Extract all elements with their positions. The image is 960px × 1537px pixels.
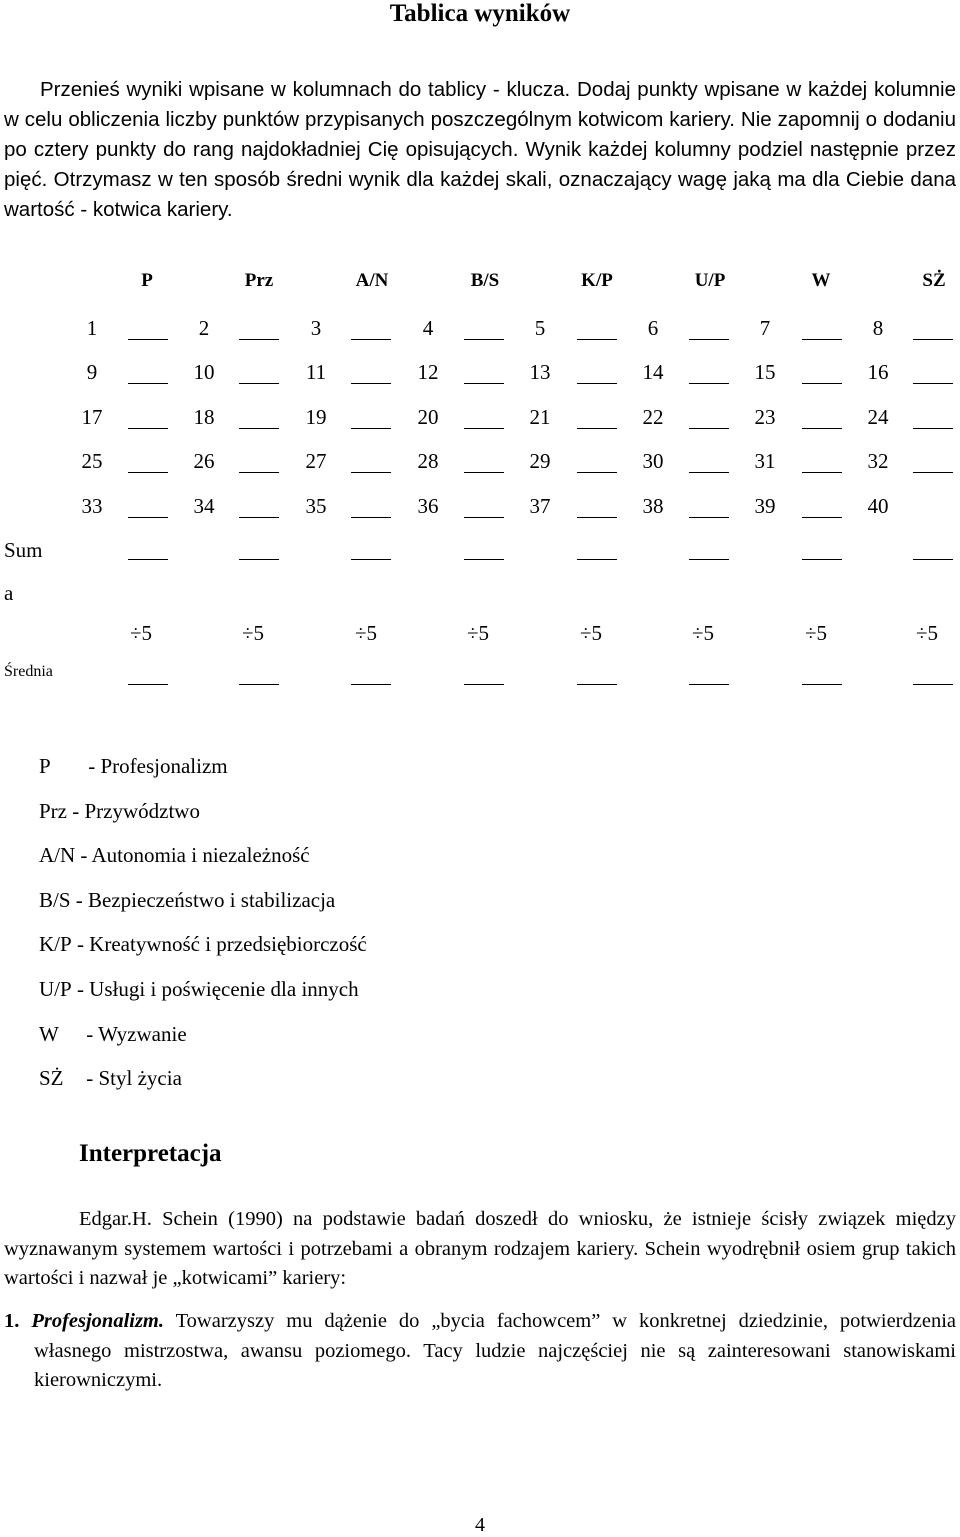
answer-blank[interactable]	[464, 383, 504, 384]
item-number: 13	[529, 360, 551, 384]
sum-label: Sum	[4, 538, 43, 562]
answer-blank[interactable]	[802, 339, 842, 340]
item-number: 28	[417, 449, 439, 473]
answer-blank[interactable]	[239, 472, 279, 473]
answer-blank[interactable]	[239, 339, 279, 340]
item-number: 26	[193, 449, 215, 473]
item-number: 22	[642, 405, 664, 429]
item-number: 3	[310, 316, 322, 340]
item-number: 36	[417, 494, 439, 518]
column-header: U/P	[694, 270, 726, 291]
column-header: P	[141, 270, 153, 291]
answer-blank[interactable]	[239, 383, 279, 384]
answer-blank[interactable]	[689, 383, 729, 384]
page-number: 4	[475, 1514, 485, 1536]
item-number: 11	[305, 360, 327, 384]
item-number: 39	[754, 494, 776, 518]
legend-description: - Przywództwo	[72, 798, 200, 823]
item-number: 30	[642, 449, 664, 473]
sum-label-continued: a	[4, 581, 14, 605]
sum-blank[interactable]	[464, 559, 504, 560]
item-number: 24	[867, 405, 889, 429]
legend-description: - Bezpieczeństwo i stabilizacja	[75, 887, 336, 912]
item-number: 7	[759, 316, 771, 340]
item-number: 33	[81, 494, 103, 518]
answer-blank[interactable]	[913, 339, 953, 340]
legend-item	[39, 888, 335, 913]
answer-blank[interactable]	[128, 428, 168, 429]
item-number: 9	[86, 360, 98, 384]
item-number: 38	[642, 494, 664, 518]
column-header: K/P	[581, 270, 613, 291]
interpretation-heading: Interpretacja	[79, 1140, 222, 1167]
item-number: 19	[305, 405, 327, 429]
answer-blank[interactable]	[351, 339, 391, 340]
legend-description: - Wyzwanie	[86, 1021, 187, 1046]
answer-blank[interactable]	[464, 517, 504, 518]
answer-blank[interactable]	[577, 339, 617, 340]
answer-blank[interactable]	[351, 517, 391, 518]
answer-blank[interactable]	[689, 428, 729, 429]
divide-by-five: ÷5	[467, 621, 490, 645]
answer-blank[interactable]	[689, 472, 729, 473]
item-number: 21	[529, 405, 551, 429]
answer-blank[interactable]	[802, 517, 842, 518]
legend-abbr: P	[39, 754, 51, 778]
answer-blank[interactable]	[689, 517, 729, 518]
point-text: Towarzyszy mu dążenie do „bycia fachowcem” w konkretnej dziedzinie, potwierdzenia własnego mistrzostwa, awansu poziomego. Tacy ludzie najczęściej nie są zainteresowani stanowiskami kierowniczymi.	[34, 1310, 956, 1391]
item-number: 17	[81, 405, 103, 429]
answer-blank[interactable]	[577, 428, 617, 429]
answer-blank[interactable]	[128, 339, 168, 340]
answer-blank[interactable]	[802, 472, 842, 473]
divide-by-five: ÷5	[580, 621, 603, 645]
item-number: 2	[198, 316, 210, 340]
sum-blank[interactable]	[128, 559, 168, 560]
answer-blank[interactable]	[577, 517, 617, 518]
legend-abbr: B/S	[39, 887, 71, 912]
item-number: 5	[534, 316, 546, 340]
intro-text: Przenieś wyniki wpisane w kolumnach do tablicy - klucza. Dodaj punkty wpisane w każdej kolumnie w celu obliczenia liczby punktów przypisanych poszczególnym kotwicom kariery. Nie zapomnij o dodaniu po cztery punkty do rang najdokładniej Cię opisujących. Wynik każdej kolumny podziel następnie przez pięć. Otrzymasz w ten sposób średni wynik dla każdej skali, oznaczający wagę jaką ma dla Ciebie dana wartość - kotwica kariery.	[4, 78, 956, 221]
item-number: 32	[867, 449, 889, 473]
column-header: B/S	[470, 270, 500, 291]
item-number: 4	[422, 316, 434, 340]
legend-abbr: W	[39, 1021, 59, 1046]
point-profesjonalizm	[4, 1307, 956, 1396]
item-number: 12	[417, 360, 439, 384]
item-number: 6	[647, 316, 659, 340]
answer-blank[interactable]	[128, 472, 168, 473]
answer-blank[interactable]	[464, 428, 504, 429]
answer-blank[interactable]	[128, 383, 168, 384]
answer-blank[interactable]	[239, 428, 279, 429]
legend-item	[39, 977, 359, 1002]
column-header: SŻ	[922, 270, 946, 291]
answer-blank[interactable]	[802, 428, 842, 429]
item-number: 40	[867, 494, 889, 518]
item-number: 37	[529, 494, 551, 518]
legend-abbr: K/P	[39, 932, 72, 957]
item-number: 35	[305, 494, 327, 518]
sum-blank[interactable]	[577, 559, 617, 560]
legend-item	[39, 932, 367, 957]
intro-paragraph	[4, 75, 956, 225]
item-number: 16	[867, 360, 889, 384]
legend-description: - Profesjonalizm	[88, 754, 228, 778]
legend-item	[39, 754, 228, 779]
sum-blank[interactable]	[689, 559, 729, 560]
answer-blank[interactable]	[464, 339, 504, 340]
legend-description: - Autonomia i niezależność	[80, 843, 310, 868]
answer-blank[interactable]	[577, 472, 617, 473]
average-blank[interactable]	[689, 684, 729, 685]
item-number: 31	[754, 449, 776, 473]
divide-by-five: ÷5	[805, 621, 828, 645]
answer-blank[interactable]	[913, 383, 953, 384]
answer-blank[interactable]	[577, 383, 617, 384]
sum-blank[interactable]	[239, 559, 279, 560]
item-number: 23	[754, 405, 776, 429]
answer-blank[interactable]	[239, 517, 279, 518]
answer-blank[interactable]	[351, 472, 391, 473]
legend-abbr: Prz	[39, 798, 67, 823]
answer-blank[interactable]	[351, 428, 391, 429]
point-number: 1.	[4, 1310, 20, 1332]
answer-blank[interactable]	[351, 383, 391, 384]
item-number: 18	[193, 405, 215, 429]
column-header: Prz	[244, 270, 274, 291]
item-number: 25	[81, 449, 103, 473]
average-blank[interactable]	[802, 684, 842, 685]
sum-blank[interactable]	[913, 559, 953, 560]
answer-blank[interactable]	[128, 517, 168, 518]
item-number: 10	[193, 360, 215, 384]
answer-blank[interactable]	[464, 472, 504, 473]
item-number: 14	[642, 360, 664, 384]
legend-abbr: SŻ	[39, 1066, 64, 1091]
average-blank[interactable]	[128, 684, 168, 685]
legend-abbr: U/P	[39, 977, 72, 1001]
item-number: 34	[193, 494, 215, 518]
legend-abbr: A/N	[39, 843, 76, 868]
answer-blank[interactable]	[913, 472, 953, 473]
answer-blank[interactable]	[689, 339, 729, 340]
legend-description: - Kreatywność i przedsiębiorczość	[76, 932, 367, 957]
average-label: Średnia	[4, 663, 53, 680]
item-number: 15	[754, 360, 776, 384]
item-number: 27	[305, 449, 327, 473]
divide-by-five: ÷5	[242, 621, 265, 645]
legend-description: - Usługi i poświęcenie dla innych	[76, 977, 359, 1001]
item-number: 29	[529, 449, 551, 473]
average-blank[interactable]	[577, 684, 617, 685]
divide-by-five: ÷5	[692, 621, 715, 645]
point-name: Profesjonalizm.	[31, 1310, 165, 1332]
legend-item	[39, 1022, 187, 1047]
legend-item	[39, 799, 200, 824]
legend-description: - Styl życia	[86, 1066, 182, 1091]
point-lead	[4, 1310, 164, 1332]
column-header: A/N	[355, 270, 389, 291]
average-blank[interactable]	[239, 684, 279, 685]
item-number: 20	[417, 405, 439, 429]
answer-blank[interactable]	[913, 428, 953, 429]
legend-item	[39, 1066, 182, 1091]
page-title: Tablica wyników	[389, 0, 571, 27]
average-blank[interactable]	[351, 684, 391, 685]
average-blank[interactable]	[464, 684, 504, 685]
sum-blank[interactable]	[351, 559, 391, 560]
average-blank[interactable]	[913, 684, 953, 685]
item-number: 8	[872, 316, 884, 340]
column-header: W	[811, 270, 831, 291]
legend-item	[39, 843, 310, 868]
sum-blank[interactable]	[802, 559, 842, 560]
divide-by-five: ÷5	[916, 621, 939, 645]
divide-by-five: ÷5	[130, 621, 153, 645]
answer-blank[interactable]	[802, 383, 842, 384]
divide-by-five: ÷5	[355, 621, 378, 645]
item-number: 1	[86, 316, 98, 340]
interpretation-paragraph: Edgar.H. Schein (1990) na podstawie badań doszedł do wniosku, że istnieje ścisły związek między wyznawanym systemem wartości i potrzebami a obranym rodzajem kariery. Schein wyodrębnił osiem grup takich wartości i nazwał je „kotwicami” kariery:	[4, 1208, 956, 1289]
